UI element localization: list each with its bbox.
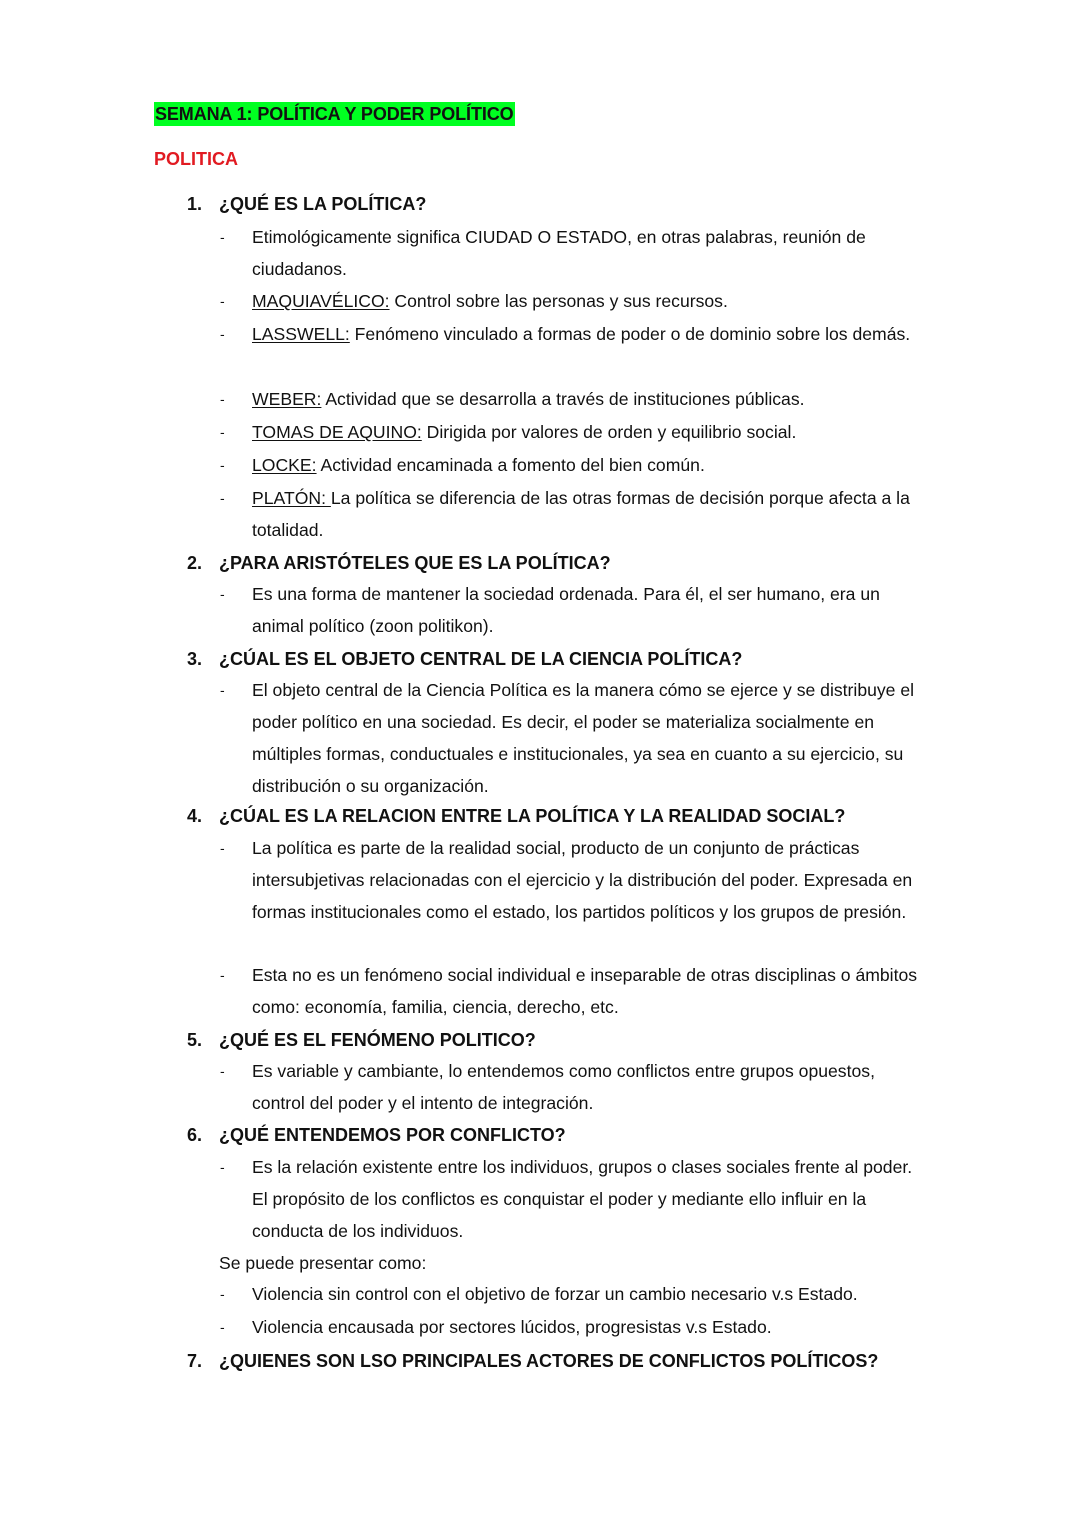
question-3-heading — [187, 648, 742, 670]
question-number: 3. — [187, 649, 203, 669]
list-item — [220, 1055, 920, 1119]
author-label: LOCKE: — [252, 455, 317, 475]
question-7-heading — [187, 1350, 878, 1372]
list-item — [220, 1151, 920, 1247]
list-item — [220, 1278, 920, 1310]
week-title: SEMANA 1: POLÍTICA Y PODER POLÍTICO — [155, 104, 514, 124]
bullet-text: El objeto central de la Ciencia Política es la manera cómo se ejerce y se distribuye el poder político en una sociedad. Es decir, el poder se materializa socialmente en múltiples formas, conductuales e institucionales, ya sea en cuanto a su ejercicio, su distribución o su organización. — [252, 680, 915, 796]
question-5-heading — [187, 1029, 536, 1051]
list-item — [220, 959, 920, 1023]
bullet-text: La política se diferencia de las otras formas de decisión porque afecta a la totalidad. — [252, 488, 910, 540]
question-number: 4. — [187, 806, 203, 826]
bullet-text: Fenómeno vinculado a formas de poder o de dominio sobre los demás. — [349, 324, 911, 344]
bullet-text: Control sobre las personas y sus recursos. — [389, 291, 728, 311]
question-number: 2. — [187, 553, 203, 573]
list-item — [220, 578, 920, 642]
bullet-dash: - — [220, 586, 225, 602]
bullet-dash: - — [220, 1319, 225, 1335]
bullet-dash: - — [220, 1159, 225, 1175]
bullet-dash: - — [220, 682, 225, 698]
bullet-dash: - — [220, 293, 225, 309]
list-item — [220, 832, 920, 928]
question-number: 6. — [187, 1125, 203, 1145]
bullet-text: Dirigida por valores de orden y equilibrio social. — [421, 422, 797, 442]
author-label: TOMAS DE AQUINO: — [252, 422, 422, 442]
author-label: MAQUIAVÉLICO: — [252, 291, 390, 311]
bullet-dash: - — [220, 840, 225, 856]
bullet-text: Violencia encausada por sectores lúcidos, progresistas v.s Estado. — [252, 1317, 772, 1337]
author-label: WEBER: — [252, 389, 322, 409]
question-2-heading — [187, 552, 611, 574]
question-4-heading — [187, 805, 845, 827]
bullet-dash: - — [220, 1063, 225, 1079]
question-title: ¿CÚAL ES EL OBJETO CENTRAL DE LA CIENCIA POLÍTICA? — [219, 649, 743, 669]
list-item — [220, 221, 920, 285]
bullet-text: Actividad encaminada a fomento del bien común. — [316, 455, 705, 475]
section-title: POLITICA — [154, 149, 238, 169]
bullet-dash: - — [220, 424, 225, 440]
author-label: PLATÓN: — [252, 488, 331, 508]
bullet-dash: - — [220, 326, 225, 342]
question-title: ¿QUIENES SON LSO PRINCIPALES ACTORES DE CONFLICTOS POLÍTICOS? — [219, 1351, 879, 1371]
bullet-dash: - — [220, 967, 225, 983]
bullet-dash: - — [220, 490, 225, 506]
question-6-heading — [187, 1124, 566, 1146]
list-item — [220, 482, 920, 546]
bullet-text: Es una forma de mantener la sociedad ordenada. Para él, el ser humano, era un animal político (zoon politikon). — [252, 584, 880, 636]
bullet-text: Es variable y cambiante, lo entendemos como conflictos entre grupos opuestos, control del poder y el intento de integración. — [252, 1061, 875, 1113]
list-item — [220, 416, 920, 448]
list-item — [220, 383, 920, 415]
author-label: LASSWELL: — [252, 324, 350, 344]
question-number: 5. — [187, 1030, 203, 1050]
bullet-text: Etimológicamente significa CIUDAD O ESTADO, en otras palabras, reunión de ciudadanos. — [252, 227, 866, 279]
bullet-text: Esta no es un fenómeno social individual e inseparable de otras disciplinas o ámbitos como: economía, familia, ciencia, derecho, etc. — [252, 965, 918, 1017]
question-title: ¿CÚAL ES LA RELACION ENTRE LA POLÍTICA Y LA REALIDAD SOCIAL? — [219, 806, 846, 826]
bullet-text: Actividad que se desarrolla a través de instituciones públicas. — [321, 389, 805, 409]
list-item — [220, 674, 920, 802]
bullet-dash: - — [220, 391, 225, 407]
bullet-dash: - — [220, 1286, 225, 1302]
question-title: ¿QUÉ ES EL FENÓMENO POLITICO? — [219, 1030, 536, 1050]
list-item — [220, 285, 920, 317]
question-1-heading — [187, 193, 426, 215]
bullet-text: Es la relación existente entre los individuos, grupos o clases sociales frente al poder. El propósito de los conflictos es conquistar el poder y mediante ello influir en la conducta de los individuos. — [252, 1157, 913, 1241]
question-title: ¿QUÉ ES LA POLÍTICA? — [219, 194, 427, 214]
bullet-text: La política es parte de la realidad social, producto de un conjunto de prácticas intersubjetivas relacionadas con el ejercicio y la distribución del poder. Expresada en formas institucionales como el estado, los partidos políticos y los grupos de presión. — [252, 838, 913, 922]
bullet-text: Violencia sin control con el objetivo de forzar un cambio necesario v.s Estado. — [252, 1284, 858, 1304]
bullet-dash: - — [220, 457, 225, 473]
question-title: ¿QUÉ ENTENDEMOS POR CONFLICTO? — [219, 1125, 566, 1145]
list-item — [220, 1311, 920, 1343]
list-item — [220, 449, 920, 481]
question-number: 1. — [187, 194, 203, 214]
question-title: ¿PARA ARISTÓTELES QUE ES LA POLÍTICA? — [219, 553, 611, 573]
subnote: Se puede presentar como: — [219, 1253, 427, 1273]
bullet-dash: - — [220, 229, 225, 245]
list-item — [220, 318, 920, 350]
question-number: 7. — [187, 1351, 203, 1371]
